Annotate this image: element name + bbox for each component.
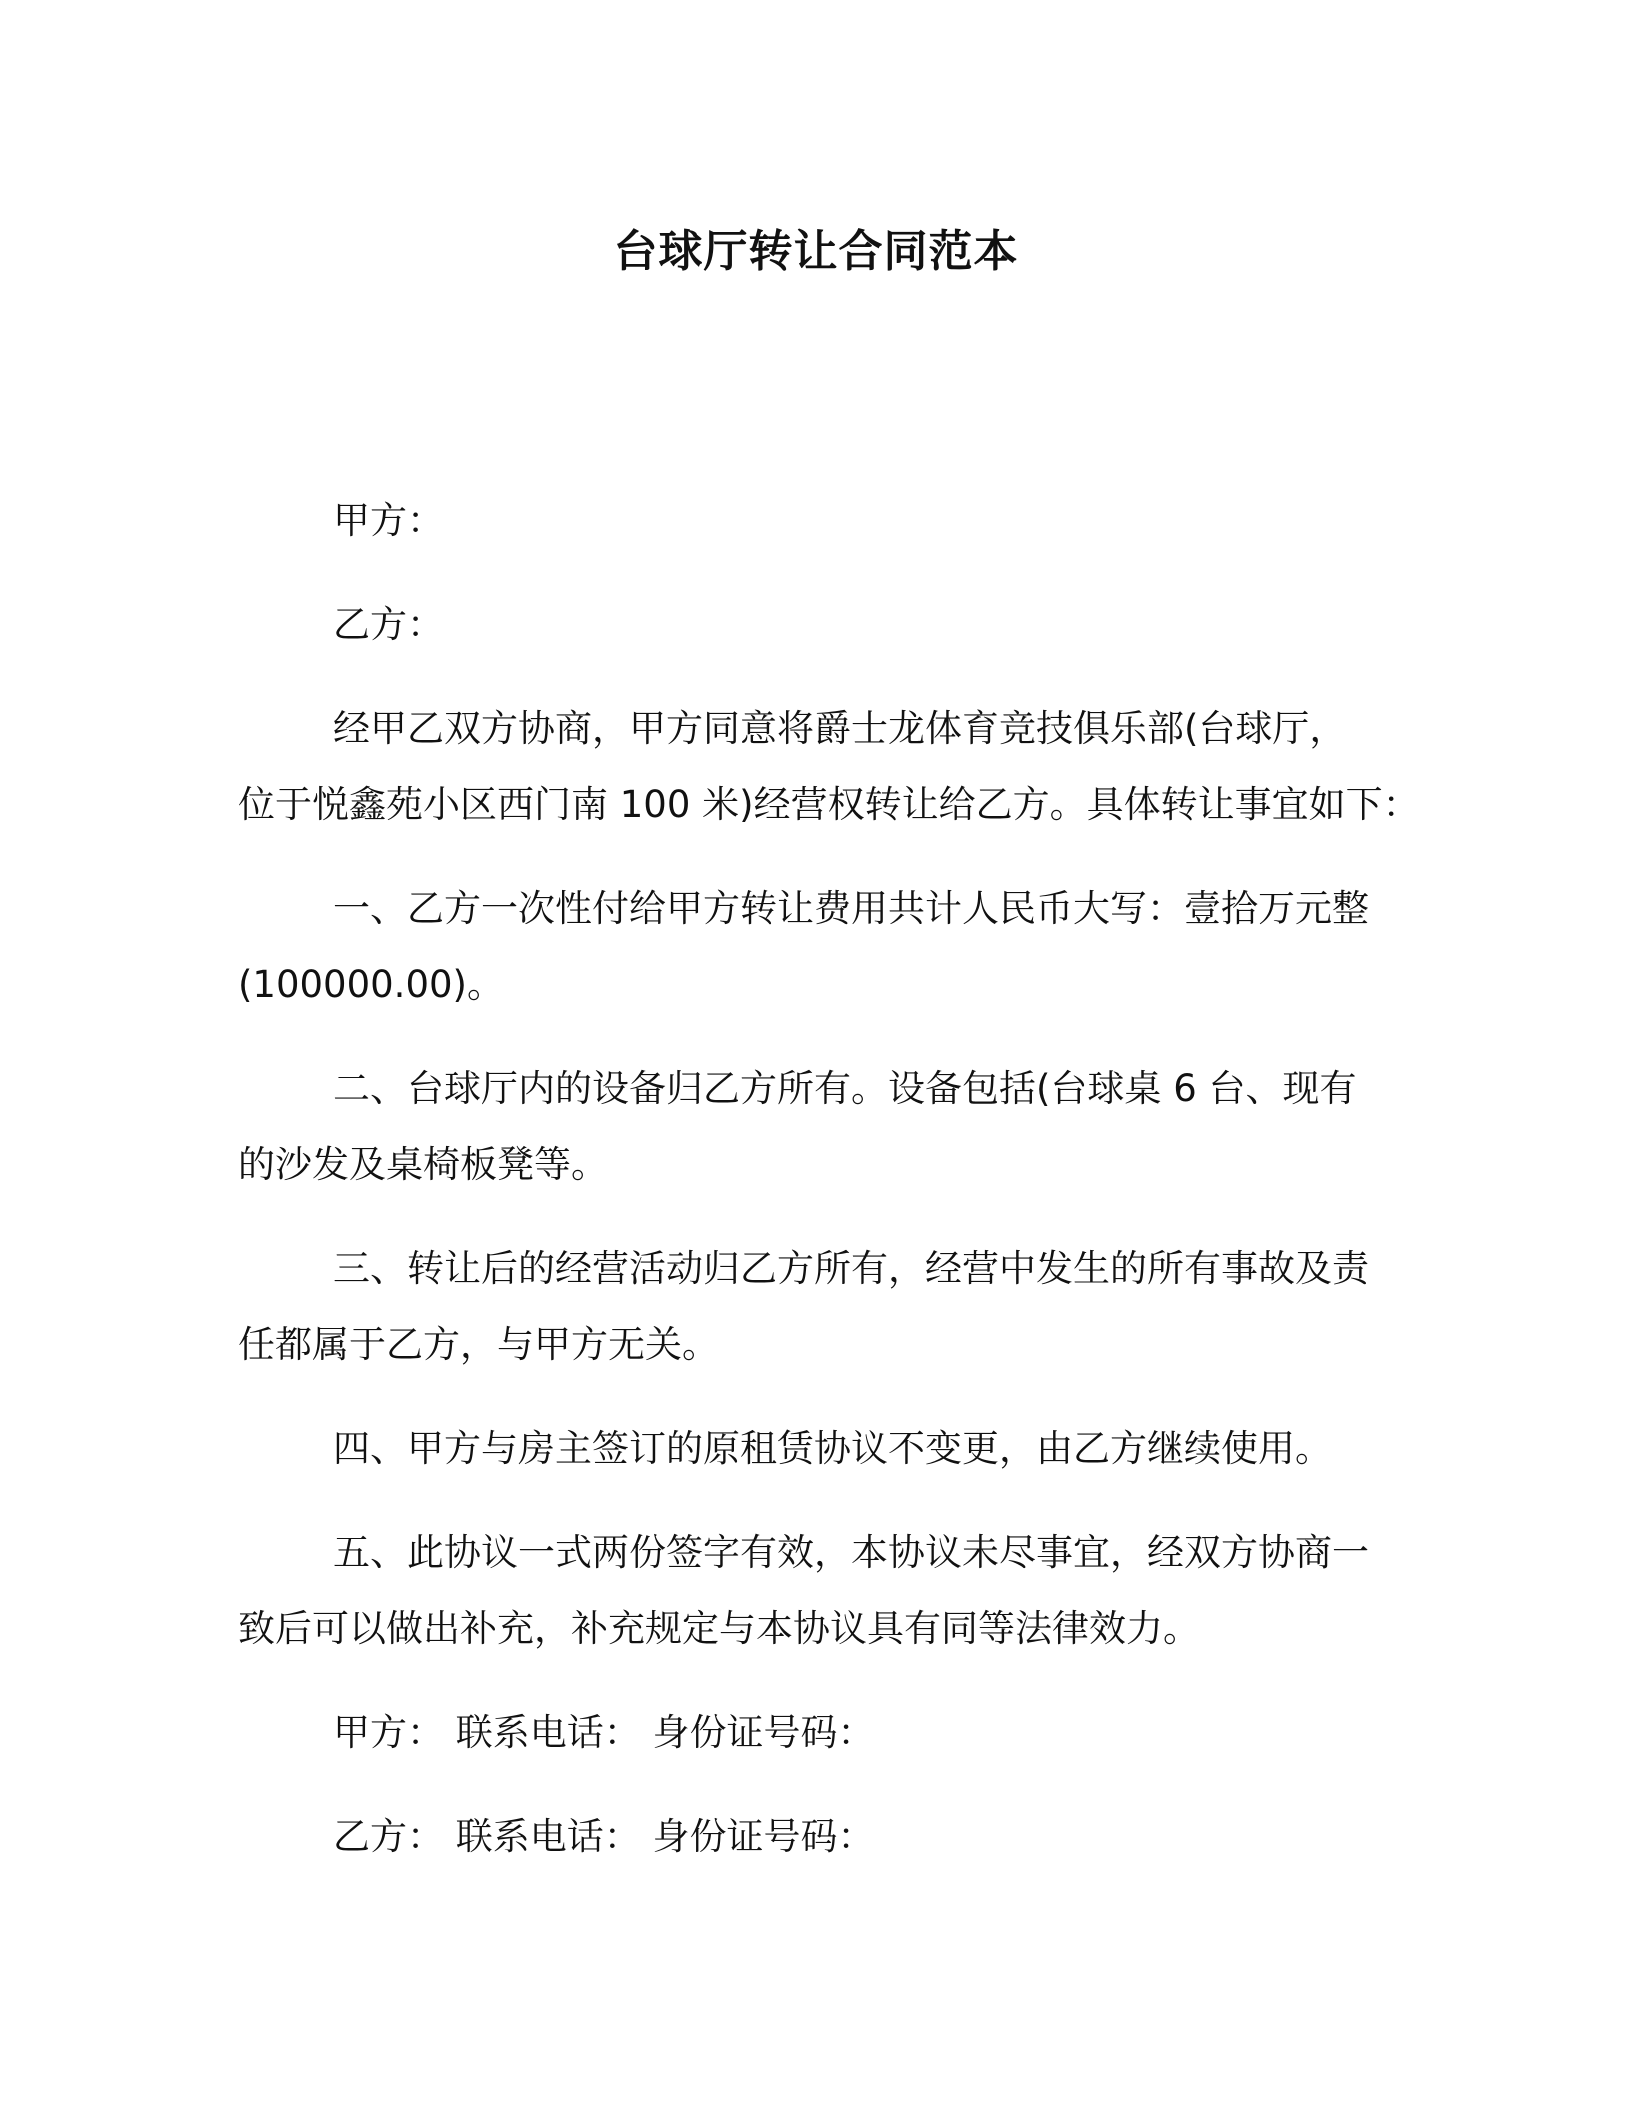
intro-line-2: 位于悦鑫苑小区西门南 100 米)经营权转让给乙方。具体转让事宜如下： bbox=[238, 783, 1420, 826]
clause-2-line-2: 的沙发及桌椅板凳等。 bbox=[238, 1143, 608, 1186]
clause-3-line-2: 任都属于乙方，与甲方无关。 bbox=[238, 1323, 719, 1366]
document-title: 台球厅转让合同范本 bbox=[613, 226, 1019, 277]
intro-line-1: 经甲乙双方协商，甲方同意将爵士龙体育竞技俱乐部(台球厅， bbox=[333, 707, 1347, 750]
clause-1-line-1: 一、乙方一次性付给甲方转让费用共计人民币大写：壹拾万元整 bbox=[333, 887, 1369, 930]
clause-3-line-1: 三、转让后的经营活动归乙方所有，经营中发生的所有事故及责 bbox=[333, 1247, 1369, 1290]
clause-2-line-1: 二、台球厅内的设备归乙方所有。设备包括(台球桌 6 台、现有 bbox=[333, 1067, 1357, 1110]
clause-1-line-2: (100000.00)。 bbox=[238, 963, 504, 1006]
signature-party-a: 甲方： 联系电话： 身份证号码： bbox=[333, 1711, 875, 1754]
clause-4-line: 四、甲方与房主签订的原租赁协议不变更，由乙方继续使用。 bbox=[333, 1427, 1332, 1470]
clause-5-line-1: 五、此协议一式两份签字有效，本协议未尽事宜，经双方协商一 bbox=[333, 1531, 1369, 1574]
clause-5-line-2: 致后可以做出补充，补充规定与本协议具有同等法律效力。 bbox=[238, 1607, 1200, 1650]
party-a-line: 甲方： bbox=[333, 499, 444, 542]
party-b-line: 乙方： bbox=[333, 603, 444, 646]
signature-party-b: 乙方： 联系电话： 身份证号码： bbox=[333, 1815, 875, 1858]
